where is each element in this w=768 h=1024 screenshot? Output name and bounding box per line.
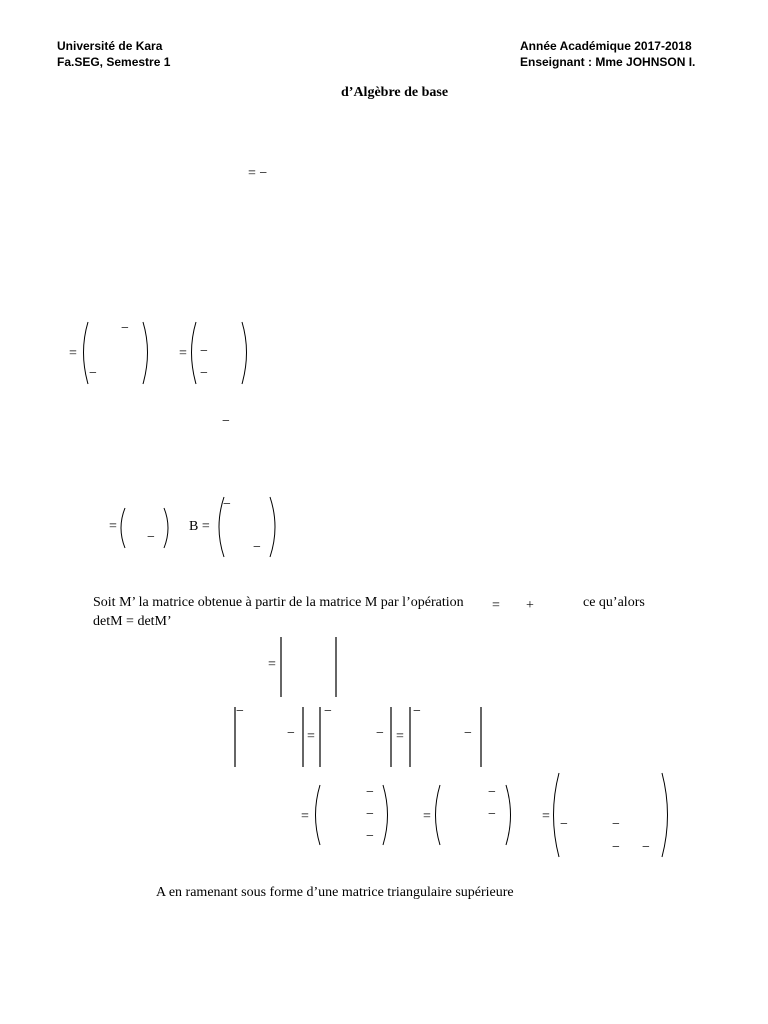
equals-sign: = (69, 346, 77, 361)
equals-sign: = (542, 809, 550, 824)
det-equality: detM = detM’ (93, 614, 172, 629)
equals-sign: = (492, 598, 500, 613)
ce-qualors-text: ce qu’alors (583, 595, 645, 610)
equals-sign: = (301, 809, 309, 824)
equals-sign: = (307, 729, 315, 744)
ramenant-sentence: A en ramenant sous forme d’une matrice triangulaire supérieure (156, 885, 514, 900)
teacher-name: Enseignant : Mme JOHNSON I. (520, 55, 696, 69)
matrix-minus: − (89, 366, 97, 381)
matrix-minus: − (253, 540, 261, 555)
matrix-right-paren (662, 773, 668, 857)
eq-minus-symbol: = − (248, 166, 268, 181)
equals-sign: = (423, 809, 431, 824)
matrix-left-paren (192, 322, 197, 384)
soit-sentence: Soit M’ la matrice obtenue à partir de la matrice M par l’opération (93, 595, 464, 610)
minus-symbol: − (222, 414, 230, 429)
matrix-minus: − (200, 366, 208, 381)
matrix-minus: − (366, 807, 374, 822)
matrix-minus: − (200, 344, 208, 359)
det-minus: − (464, 726, 472, 741)
det-minus: − (236, 704, 244, 719)
academic-year: Année Académique 2017-2018 (520, 39, 692, 53)
matrix-minus: − (612, 840, 620, 855)
matrix-minus: − (488, 807, 496, 822)
plus-sign: + (526, 598, 534, 613)
det-minus: − (287, 726, 295, 741)
matrix-left-paren (436, 785, 441, 845)
matrix-left-paren (316, 785, 321, 845)
matrix-minus: − (223, 497, 231, 512)
det-minus: − (376, 726, 384, 741)
equals-sign: = (109, 519, 117, 534)
university-name: Université de Kara (57, 39, 163, 53)
matrix-minus: − (366, 829, 374, 844)
matrix-right-paren (143, 322, 148, 384)
matrix-minus: − (121, 321, 129, 336)
matrix-right-paren (383, 785, 388, 845)
matrix-minus: − (488, 785, 496, 800)
matrix-minus: − (366, 785, 374, 800)
matrix-right-paren (242, 322, 247, 384)
matrix-right-paren (270, 497, 275, 557)
matrix-left-paren (554, 773, 560, 857)
matrix-right-paren (506, 785, 511, 845)
equals-sign: = (179, 346, 187, 361)
matrix-minus: − (642, 840, 650, 855)
det-minus: − (324, 704, 332, 719)
equals-sign: = (268, 657, 276, 672)
page-title: d’Algèbre de base (341, 85, 449, 100)
matrix-b-label: B = (189, 519, 210, 534)
matrix-left-paren (84, 322, 89, 384)
equals-sign: = (396, 729, 404, 744)
matrix-minus: − (147, 530, 155, 545)
det-minus: − (413, 704, 421, 719)
matrix-minus: − (612, 817, 620, 832)
matrix-minus: − (560, 817, 568, 832)
faculty-semester: Fa.SEG, Semestre 1 (57, 55, 171, 69)
matrix-left-paren (121, 508, 125, 548)
matrix-right-paren (164, 508, 168, 548)
